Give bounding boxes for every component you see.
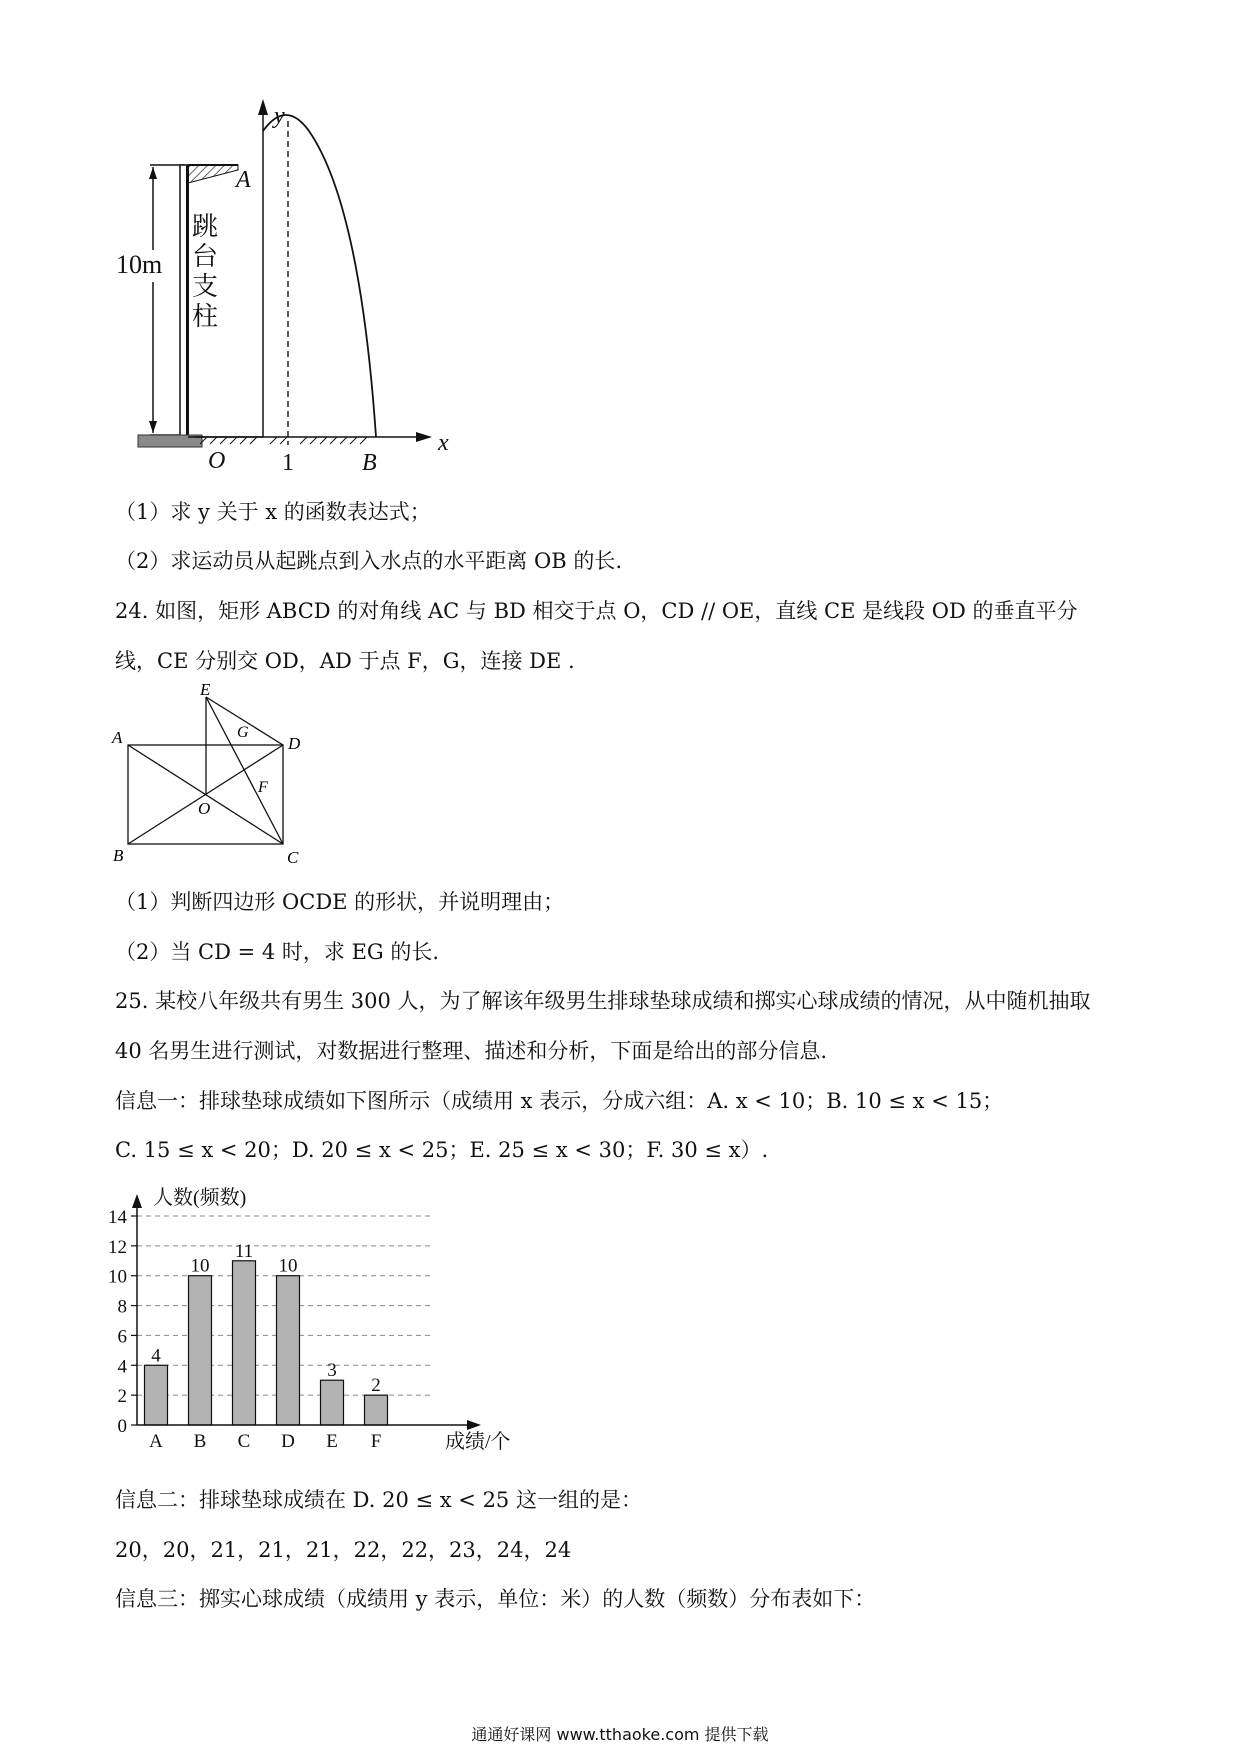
q25-info2-data: 20，20，21，21，21，22，22，23，24，24: [115, 1538, 572, 1562]
y-tick-label: 12: [108, 1236, 127, 1258]
volleyball-bar-chart: [105, 1180, 545, 1453]
category-label: E: [326, 1431, 338, 1452]
q25-info1-line1: 信息一：排球垫球成绩如下图所示（成绩用 x 表示，分成六组：A. x < 10；B. 10 ≤ x < 15；: [115, 1089, 1004, 1113]
q24-stem-line1: 24. 如图，矩形 ABCD 的对角线 AC 与 BD 相交于点 O，CD // OE，直线 CE 是线段 OD 的垂直平分: [115, 599, 1078, 623]
y-tick-label: 8: [117, 1296, 127, 1318]
label-D: D: [288, 734, 301, 753]
category-label: F: [370, 1431, 382, 1452]
q25-info1-line2: C. 15 ≤ x < 20；D. 20 ≤ x < 25；E. 25 ≤ x < 30；F. 30 ≤ x）.: [115, 1138, 769, 1162]
q24-part1: （1）判断四边形 OCDE 的形状，并说明理由；: [115, 890, 565, 914]
q23-part1: （1）求 y 关于 x 的函数表达式；: [115, 500, 431, 524]
x-axis-label: x: [438, 430, 449, 456]
q24-part2: （2）当 CD = 4 时，求 EG 的长.: [115, 940, 440, 964]
bar-A: [145, 1365, 168, 1425]
bar-D: [277, 1276, 300, 1425]
point-O: O: [208, 448, 226, 474]
category-label: D: [281, 1431, 295, 1452]
label-O: O: [198, 799, 211, 818]
y-tick-label: 10: [108, 1266, 127, 1288]
q25-stem-line2: 40 名男生进行测试，对数据进行整理、描述和分析，下面是给出的部分信息.: [115, 1039, 828, 1063]
bar-value-label: 2: [371, 1375, 381, 1397]
y-tick-label: 2: [117, 1386, 127, 1408]
point-B: B: [362, 450, 377, 476]
pillar-char-2: 台: [192, 242, 219, 271]
bar-value-label: 10: [278, 1255, 298, 1277]
chart-ylabel: 人数(频数): [153, 1187, 247, 1209]
rectangle-figure: [110, 680, 320, 870]
tick-1: 1: [282, 450, 294, 476]
label-A: A: [112, 728, 123, 747]
page-footer: 通通好课网 www.tthaoke.com 提供下载: [471, 1725, 769, 1744]
category-label: B: [193, 1431, 207, 1452]
q25-info2: 信息二：排球垫球成绩在 D. 20 ≤ x < 25 这一组的是：: [115, 1488, 642, 1512]
label-C: C: [287, 848, 299, 867]
diving-figure: [116, 103, 460, 476]
y-tick-label: 0: [117, 1416, 127, 1437]
label-G: G: [237, 724, 249, 741]
chart-xlabel: 成绩/个: [445, 1431, 511, 1453]
height-label: 10m: [116, 250, 163, 279]
q23-part2: （2）求运动员从起跳点到入水点的水平距离 OB 的长.: [115, 549, 623, 573]
y-axis-label: y: [274, 103, 285, 129]
category-label: A: [149, 1431, 163, 1452]
bar-F: [365, 1395, 388, 1425]
category-label: C: [237, 1431, 251, 1452]
y-tick-label: 6: [117, 1326, 127, 1348]
bar-value-label: 3: [327, 1360, 337, 1382]
pillar-char-4: 柱: [192, 302, 219, 331]
bar-value-label: 11: [234, 1240, 254, 1262]
q25-stem-line1: 25. 某校八年级共有男生 300 人，为了解该年级男生排球垫球成绩和掷实心球成绩的情况，从中随机抽取: [115, 989, 1091, 1013]
bar-B: [189, 1276, 212, 1425]
pillar-char-1: 跳: [192, 212, 219, 241]
bar-value-label: 10: [190, 1255, 210, 1277]
q25-info3: 信息三：掷实心球成绩（成绩用 y 表示，单位：米）的人数（频数）分布表如下：: [115, 1587, 876, 1611]
bar-E: [321, 1380, 344, 1425]
point-A: A: [236, 167, 251, 193]
pillar-char-3: 支: [192, 272, 219, 301]
bar-C: [233, 1261, 256, 1425]
label-F: F: [258, 779, 268, 796]
label-E: E: [200, 680, 211, 699]
y-tick-label: 14: [108, 1207, 127, 1228]
q24-stem-line2: 线，CE 分别交 OD，AD 于点 F，G，连接 DE .: [115, 649, 575, 673]
y-tick-label: 4: [117, 1356, 127, 1378]
label-B: B: [113, 846, 124, 865]
bar-value-label: 4: [151, 1345, 161, 1367]
